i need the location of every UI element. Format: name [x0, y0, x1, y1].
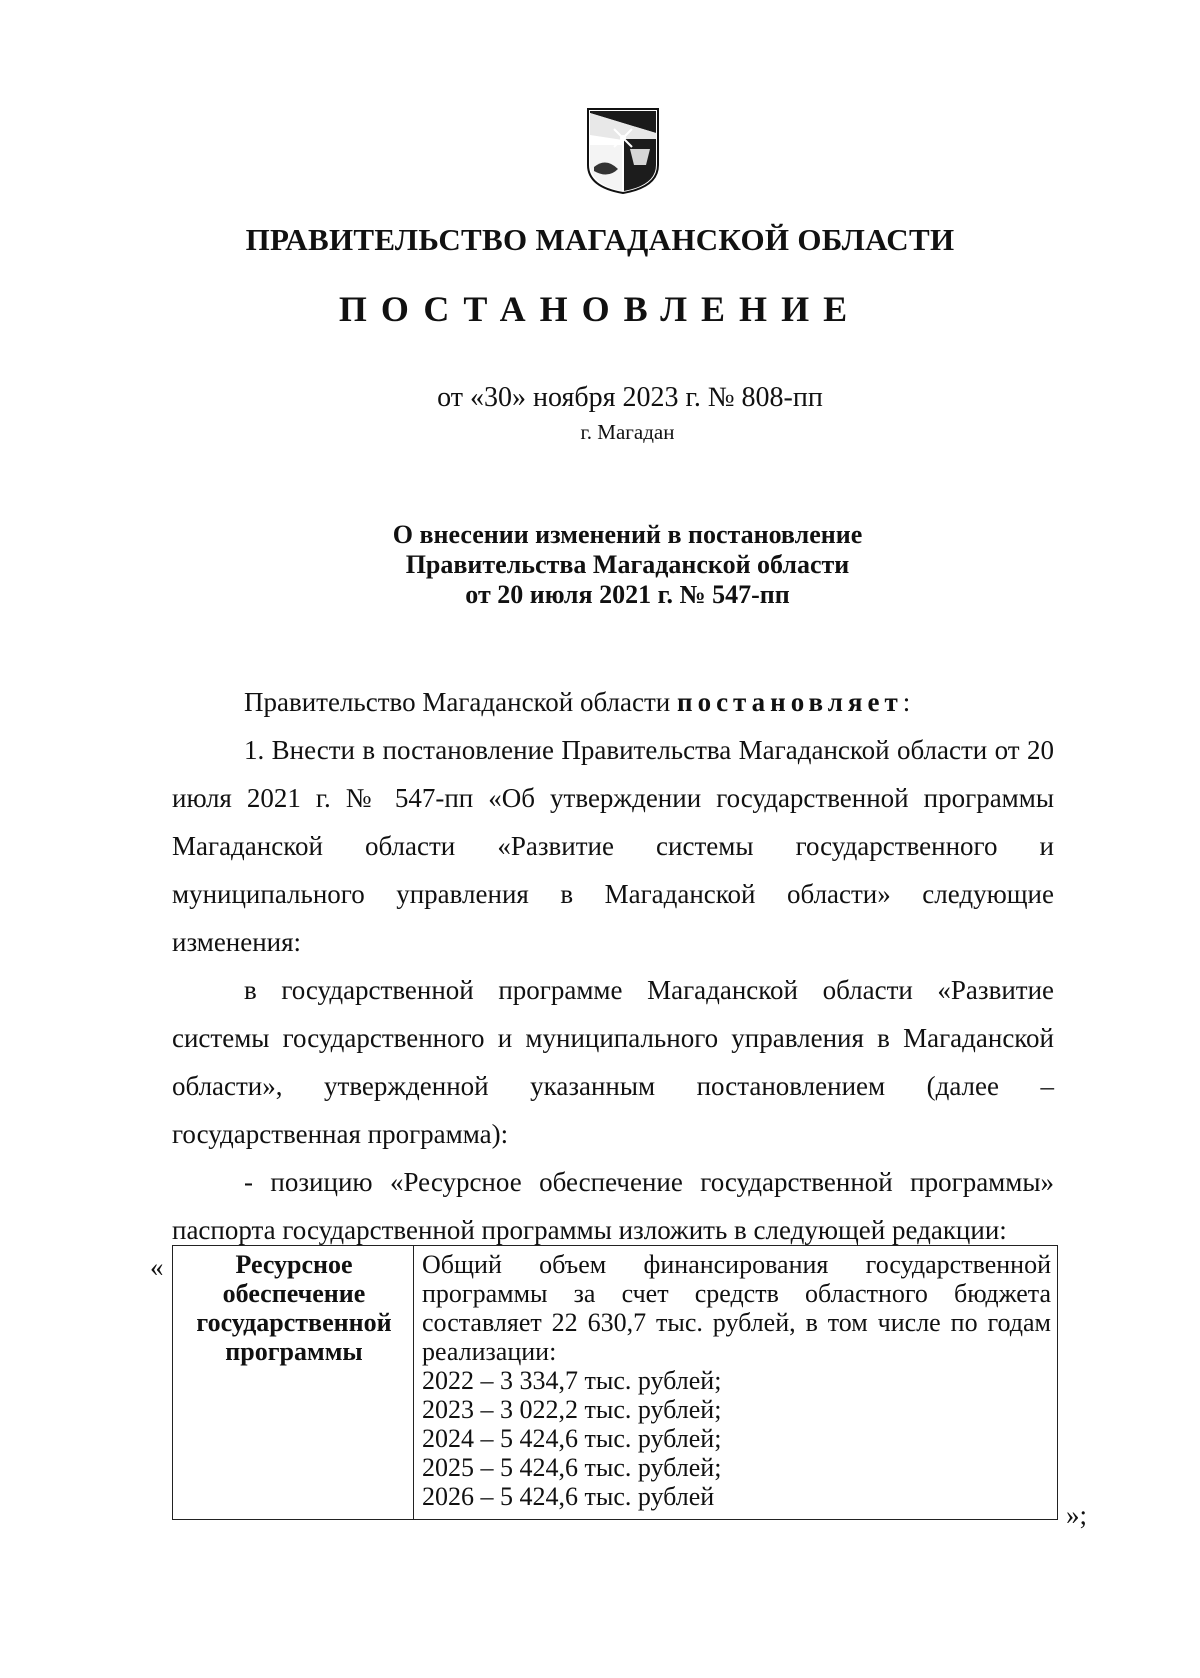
funding-year-2025: 2025 – 5 424,6 тыс. рублей; — [422, 1453, 722, 1482]
coat-of-arms-icon — [584, 105, 662, 195]
table-opening-quote: « — [150, 1252, 164, 1282]
table-closing-quote: »; — [1066, 1500, 1088, 1530]
funding-year-2026: 2026 – 5 424,6 тыс. рублей — [422, 1482, 715, 1511]
document-city: г. Магадан — [580, 420, 675, 444]
government-name: ПРАВИТЕЛЬСТВО МАГАДАНСКОЙ ОБЛАСТИ — [245, 222, 955, 257]
enacting-tail: : — [902, 687, 911, 717]
funding-year-2023: 2023 – 3 022,2 тыс. рублей; — [422, 1395, 722, 1424]
funding-year-2022: 2022 – 3 334,7 тыс. рублей; — [422, 1366, 722, 1395]
paragraph-2: в государственной программе Магаданской области «Развитие системы государственного и муниципального управления в Магаданской области», утвержденной указанным постановлением (далее – государственная программа): — [172, 975, 1054, 1149]
paragraph-3: - позицию «Ресурсное обеспечение государственной программы» паспорта государственной программы изложить в следующей редакции: — [172, 1167, 1054, 1245]
document-date-number: от «30» ноября 2023 г. № 808-пп — [437, 382, 823, 413]
document-subject — [0, 520, 1200, 610]
table-value-cell — [414, 1246, 1058, 1520]
enacting-lead: Правительство Магаданской области — [244, 687, 678, 717]
enacting-clause — [172, 678, 1054, 726]
funding-year-2024: 2024 – 5 424,6 тыс. рублей; — [422, 1424, 722, 1453]
enacting-verb: постановляет — [677, 687, 903, 717]
subject-line-3: от 20 июля 2021 г. № 547-пп — [465, 580, 790, 609]
table-label-cell: Ресурсное обеспечение государственной программы — [173, 1246, 414, 1520]
subject-line-1: О внесении изменений в постановление — [392, 520, 863, 549]
subject-line-2: Правительства Магаданской области — [405, 550, 850, 579]
document-type: ПОСТАНОВЛЕНИЕ — [338, 289, 862, 329]
document-body — [172, 678, 1054, 1254]
resource-table — [172, 1245, 1058, 1520]
table-row — [173, 1246, 1058, 1520]
paragraph-1: 1. Внести в постановление Правительства Магаданской области от 20 июля 2021 г. № 547-пп «Об утверждении государственной программы Магаданской области «Развитие системы государственного и муниципального управления в Магаданской области» следующие изменения: — [172, 735, 1054, 957]
funding-summary: Общий объем финансирования государственной программы за счет средств областного бюджета составляет 22 630,7 тыс. рублей, в том числе по годам реализации: — [422, 1250, 1051, 1366]
